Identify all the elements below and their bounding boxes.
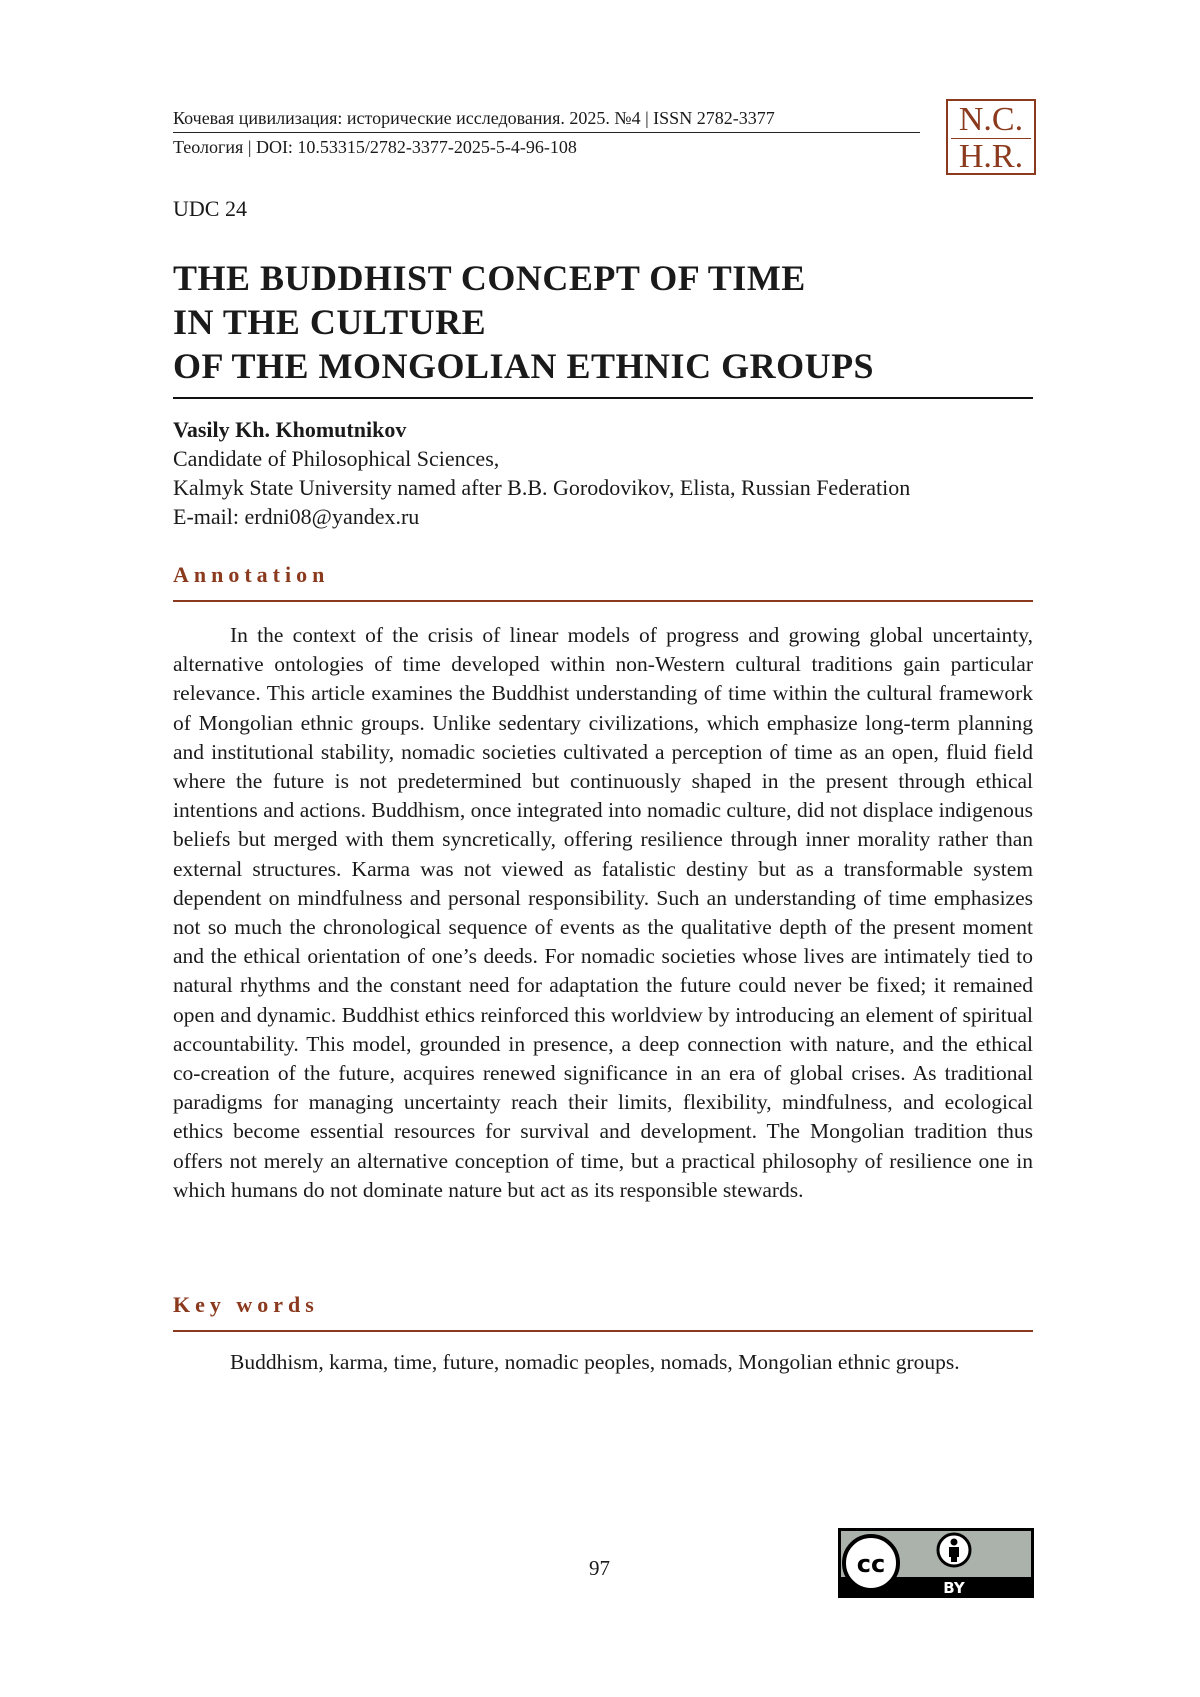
journal-info: Кочевая цивилизация: исторические исследования. 2025. №4 | ISSN 2782-3377: [173, 108, 775, 128]
annotation-heading: Annotation: [173, 562, 330, 587]
license-label: BY: [943, 1579, 965, 1597]
annotation-rule: [173, 600, 1033, 602]
author-affiliation: Kalmyk State University named after B.B. Gorodovikov, Elista, Russian Federation: [173, 475, 911, 500]
keywords-heading: Key words: [173, 1292, 319, 1317]
article-title: [173, 256, 1033, 388]
journal-header: [173, 106, 920, 159]
logo-line-2: H.R.: [958, 138, 1024, 175]
title-rule: [173, 397, 1033, 399]
title-line-3: OF THE MONGOLIAN ETHNIC GROUPS: [173, 346, 875, 386]
logo-line-1: N.C.: [958, 101, 1024, 138]
journal-logo: [946, 99, 1036, 175]
author-degree: Candidate of Philosophical Sciences,: [173, 446, 500, 471]
svg-text:cc: cc: [856, 1550, 886, 1578]
title-line-1: THE BUDDHIST CONCEPT OF TIME: [173, 258, 806, 298]
attribution-person-icon: [938, 1534, 970, 1566]
header-rule: [173, 132, 920, 133]
annotation-text: In the context of the crisis of linear models of progress and growing global uncertainty, alternative ontologies of time developed within non-Western cultural traditions gain particular relevance. This article examines the Buddhist understanding of time within the cultural framework of Mongolian ethnic groups. Unlike sedentary civilizations, which emphasize long-term planning and institutional stability, nomadic societies cultivated a perception of time as an open, fluid field where the future is not predetermined but continuously shaped in the present through ethical intentions and actions. Buddhism, once integrated into nomadic culture, did not displace indigenous beliefs but merged with them syncretically, offering resilience through inner morality rather than external structures. Karma was not viewed as fatalistic destiny but as a transformable system dependent on mindfulness and personal responsibility. Such an understanding of time emphasizes not so much the chronological sequence of events as the qualitative depth of the present moment and the ethical orientation of one’s deeds. For nomadic societies whose lives are intimately tied to natural rhythms and the constant need for adaptation the future could never be fixed; it remained open and dynamic. Buddhist ethics reinforced this worldview by introducing an element of spiritual accountability. This model, grounded in presence, a deep connection with nature, and the ethical co-creation of the future, acquires renewed significance in an era of global crises. As traditional paradigms for managing uncertainty reach their limits, flexibility, mindfulness, and ecological ethics become essential resources for survival and development. The Mongolian tradition thus offers not merely an alternative conception of time, but a practical philosophy of resilience one in which humans do not dominate nature but act as its responsible stewards.: [173, 623, 1033, 1202]
keywords-text: Buddhism, karma, time, future, nomadic peoples, nomads, Mongolian ethnic groups.: [230, 1350, 960, 1374]
doi-info: Теология | DOI: 10.53315/2782-3377-2025-5-4-96-108: [173, 137, 577, 157]
title-line-2: IN THE CULTURE: [173, 302, 487, 342]
author-name: Vasily Kh. Khomutnikov: [173, 417, 407, 442]
author-email: E-mail: erdni08@yandex.ru: [173, 504, 420, 529]
page-number: 97: [589, 1556, 610, 1580]
udc-code: UDC 24: [173, 196, 247, 221]
cc-by-license-badge: [838, 1528, 1034, 1598]
cc-icon: [844, 1536, 898, 1590]
author-block: [173, 415, 1033, 531]
keywords-rule: [173, 1330, 1033, 1332]
